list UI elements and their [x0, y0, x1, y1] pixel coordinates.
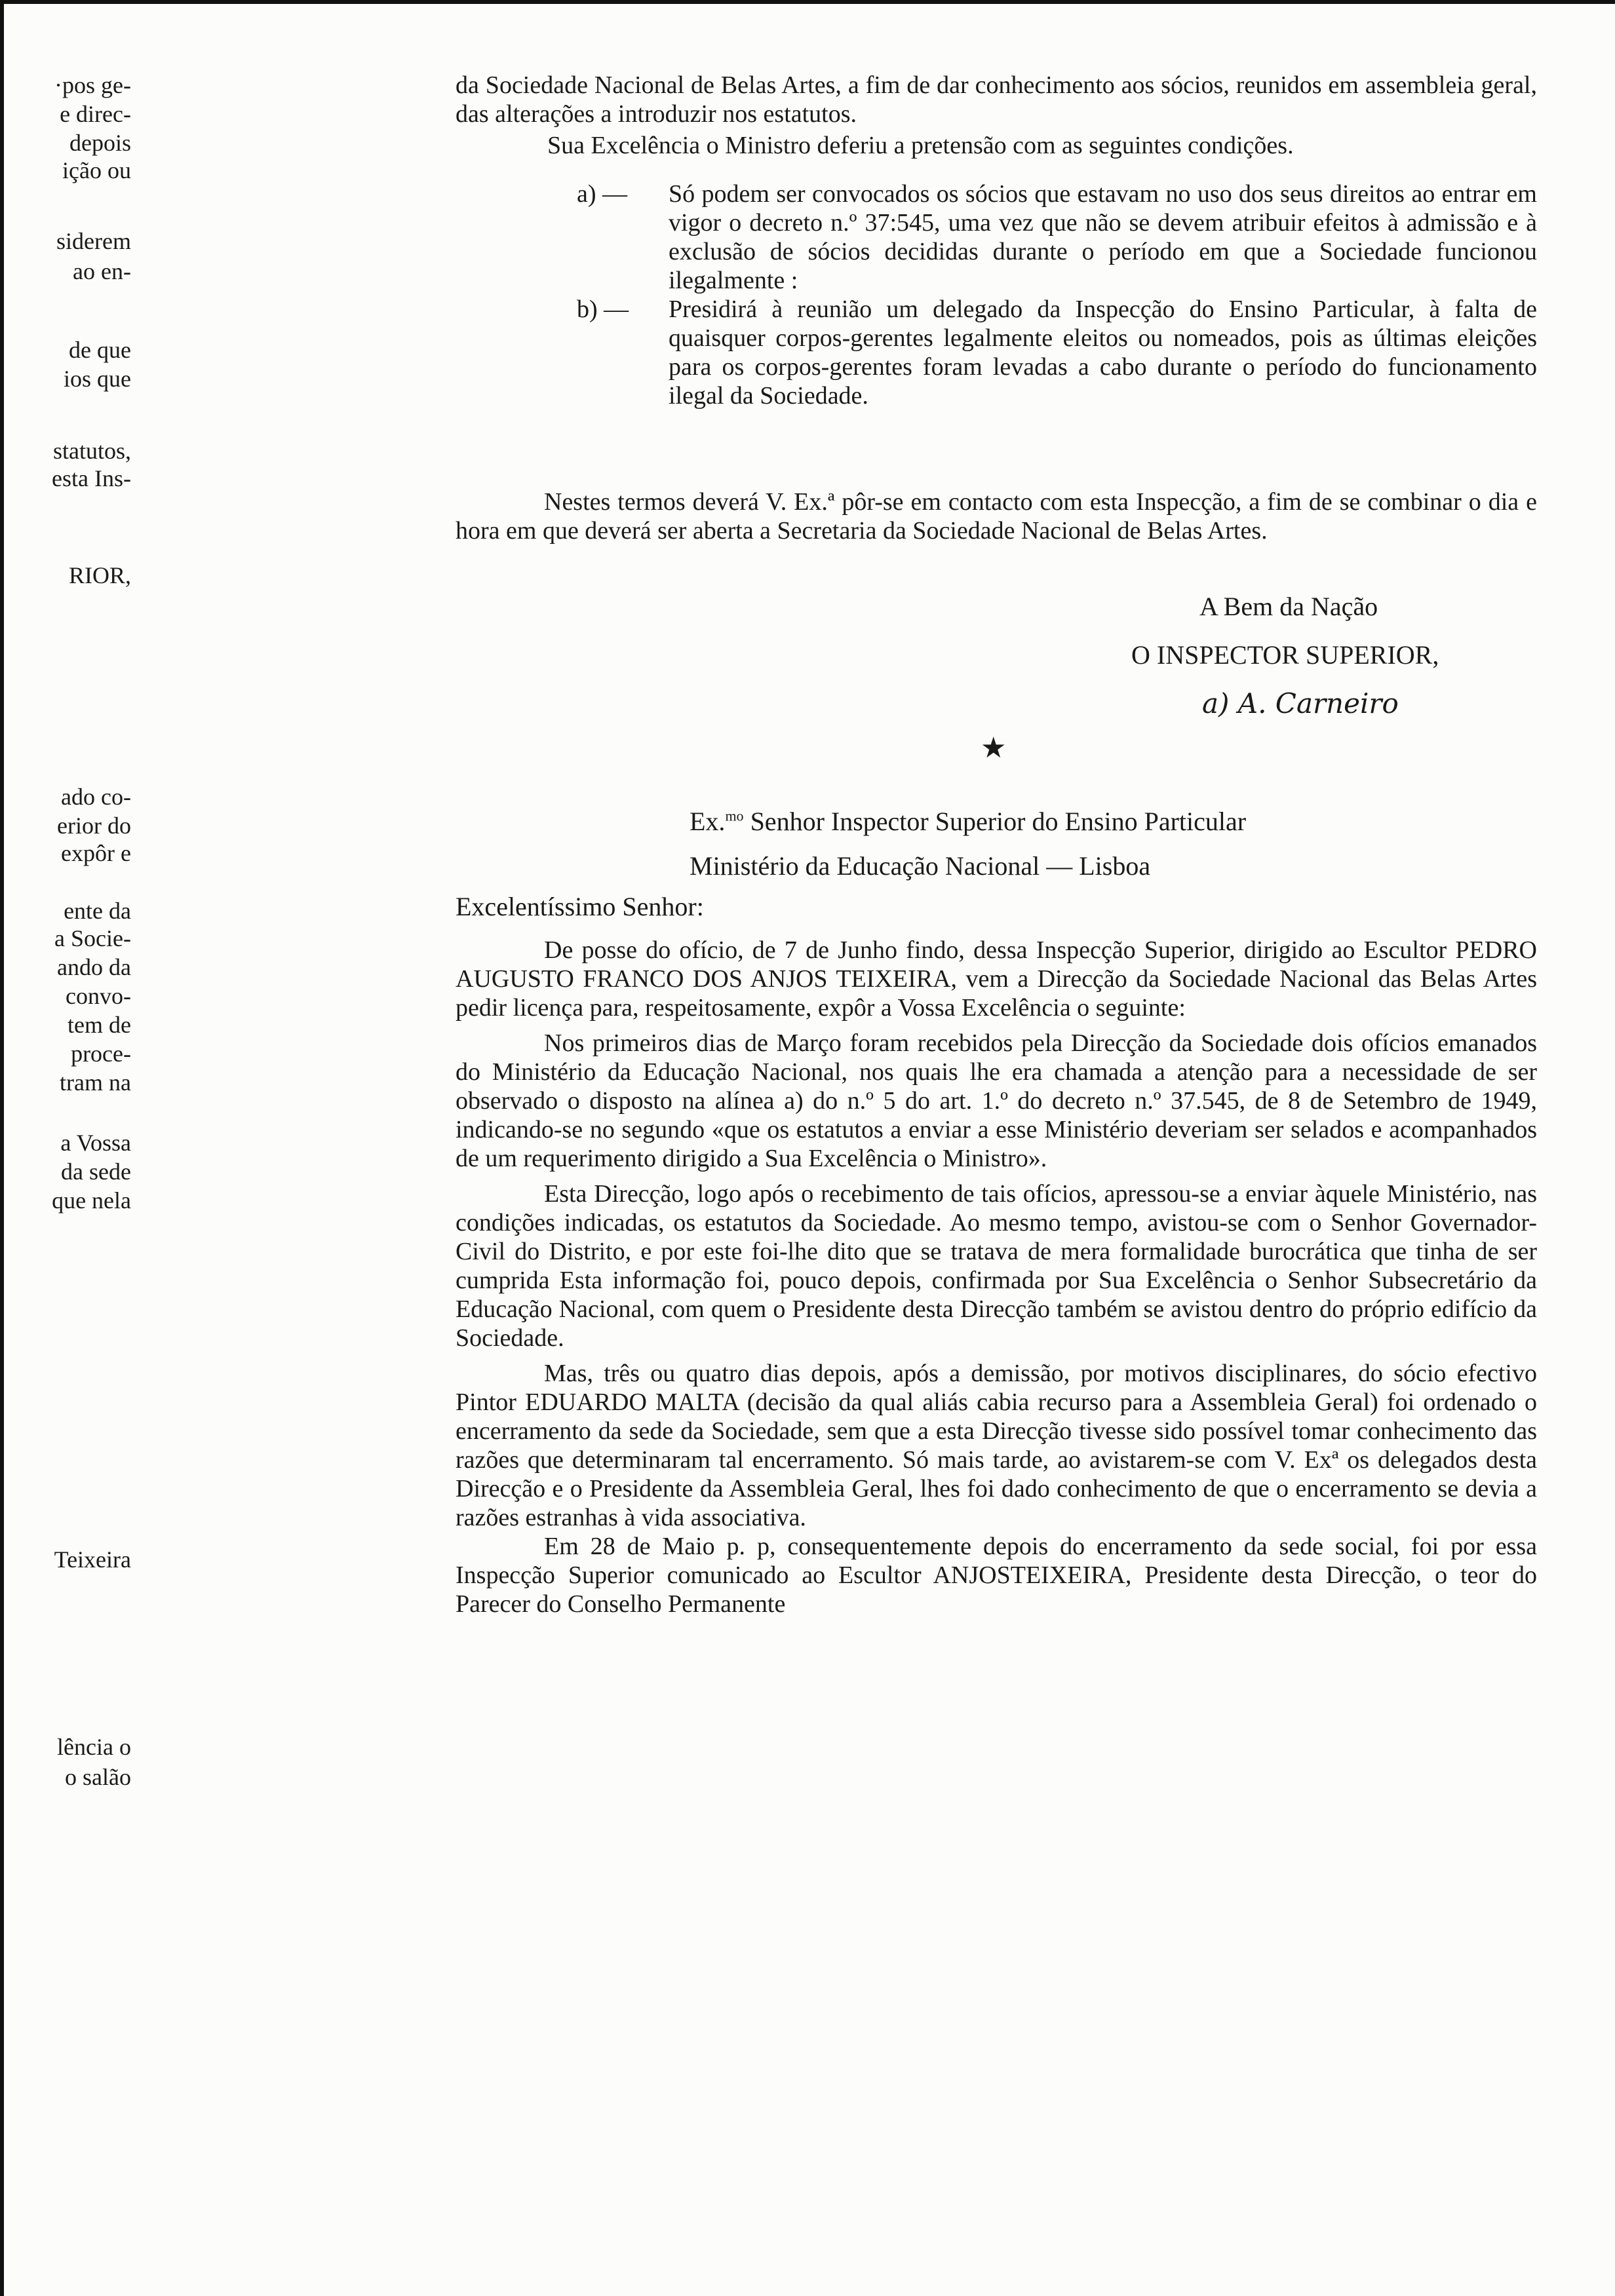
left-fragment: da sede	[61, 1158, 131, 1185]
condition-item-a	[577, 180, 1537, 295]
condition-label: b) —	[577, 296, 629, 323]
letter2-paragraph: Em 28 de Maio p. p, consequentemente depois do encerramento da sede social, foi por essa Inspecção Superior comunicado ao Escultor ANJOSTEIXEIRA, Presidente desta Direcção, o teor do Parecer do Conselho Permanente	[456, 1533, 1537, 1618]
left-fragment: expôr e	[61, 840, 131, 866]
letter1-closing-text: Nestes termos deverá V. Ex.ª pôr-se em contacto com esta Inspecção, a fim de se combinar o dia e hora em que deverá ser aberta a Secretaria da Sociedade Nacional de Belas Artes.	[456, 488, 1537, 545]
left-fragment: a Socie-	[54, 925, 131, 951]
star-separator-icon: ★	[981, 732, 1007, 764]
condition-text: Presidirá à reunião um delegado da Inspecção do Ensino Particular, à falta de quaisquer corpos-gerentes legalmente eleitos ou nomeados, pois as últimas eleições para os corpos-gerentes foram levadas a cabo durante o período do funcionamento ilegal da Sociedade.	[669, 296, 1537, 410]
left-fragment: ente da	[64, 898, 131, 924]
left-fragment: e direc-	[60, 101, 131, 127]
left-fragment: depois	[69, 130, 131, 156]
letter1-signature: a) A. Carneiro	[1202, 687, 1399, 719]
letter2-greeting: Excelentíssimo Senhor:	[456, 892, 704, 921]
letter1-decision: Sua Excelência o Ministro deferiu a pretensão com as seguintes condições.	[547, 132, 1294, 159]
left-fragment: ao en-	[73, 258, 131, 284]
left-fragment: lência o	[57, 1734, 131, 1760]
left-fragment: ado co-	[61, 784, 131, 810]
page-left-edge	[0, 0, 4, 2296]
left-fragment: de que	[69, 337, 131, 363]
condition-text: Só podem ser convocados os sócios que estavam no uso dos seus direitos ao entrar em vigor o decreto n.º 37:545, uma vez que não se devem atribuir efeitos à admissão e à exclusão de sócios decididas durante o período em que a Sociedade funcionou ilegalmente :	[669, 180, 1537, 294]
left-fragment: que nela	[52, 1187, 131, 1214]
letter2-body	[456, 936, 1537, 1618]
left-fragment: tram na	[60, 1069, 131, 1096]
addressee-superscript: mo	[725, 807, 744, 824]
addressee-prefix: Ex.	[690, 807, 726, 836]
letter2-addressee-line2: Ministério da Educação Nacional — Lisboa	[690, 851, 1151, 881]
letter1-conditions	[577, 180, 1537, 410]
letter1-intro	[456, 71, 1537, 160]
left-fragment: ando da	[57, 954, 131, 980]
letter2-paragraph: De posse do ofício, de 7 de Junho findo, dessa Inspecção Superior, dirigido ao Escultor PEDRO AUGUSTO FRANCO DOS ANJOS TEIXEIRA, vem a Direcção da Sociedade Nacional das Belas Artes pedir licença para, respeitosamente, expôr a Vossa Excelência o seguinte:	[456, 936, 1537, 1022]
letter1-salutation: A Bem da Nação	[1199, 592, 1378, 621]
left-fragment: proce-	[71, 1041, 131, 1067]
left-fragment: tem de	[68, 1012, 131, 1038]
letter1-closing	[456, 488, 1537, 545]
letter2-paragraph: Nos primeiros dias de Março foram recebidos pela Direcção da Sociedade dois ofícios emanados do Ministério da Educação Nacional, nos quais lhe era chamada a atenção para a necessidade de ser observado o disposto na alínea a) do n.º 5 do art. 1.º do decreto n.º 37.545, de 8 de Setembro de 1949, indicando-se no segundo «que os estatutos a enviar a esse Ministério deveriam ser selados e acompanhados de um requerimento dirigido a Sua Excelência o Ministro».	[456, 1029, 1537, 1172]
left-fragment: ição ou	[62, 157, 131, 183]
left-fragment: a Vossa	[60, 1130, 131, 1156]
page-top-edge	[0, 0, 1615, 4]
letter2-paragraph: Esta Direcção, logo após o recebimento de tais ofícios, apressou-se a enviar àquele Ministério, nas condições indicadas, os estatutos da Sociedade. Ao mesmo tempo, avistou-se com o Senhor Governador-Civil do Distrito, e por este foi-lhe dito que se tratava de mera formalidade burocrática que tinha de ser cumprida Esta informação foi, pouco depois, confirmada por Sua Excelência o Senhor Subsecretário da Educação Nacional, com quem o Presidente desta Direcção também se avistou dentro do próprio edifício da Sociedade.	[456, 1180, 1537, 1352]
left-fragment: statutos,	[52, 438, 131, 464]
left-fragment: erior do	[57, 813, 131, 839]
addressee-rest: Senhor Inspector Superior do Ensino Particular	[743, 807, 1247, 836]
left-fragment: esta Ins-	[52, 465, 131, 491]
letter2-paragraph: Mas, três ou quatro dias depois, após a demissão, por motivos disciplinares, do sócio efectivo Pintor EDUARDO MALTA (decisão da qual aliás cabia recurso para a Assembleia Geral) foi ordenado o encerramento da sede da Sociedade, sem que a esta Direcção tivesse sido possível tomar conhecimento das razões que determinaram tal encerramento. Só mais tarde, ao avistarem-se com V. Exª os delegados desta Direcção e o Presidente da Assembleia Geral, lhes foi dado conhecimento de que o encerramento se devia a razões estranhas à vida associativa.	[456, 1360, 1537, 1531]
left-fragment: Teixeira	[54, 1546, 131, 1573]
left-fragment: ·pos ge-	[54, 72, 131, 98]
left-fragment: RIOR,	[68, 562, 131, 588]
letter1-signer-title: O INSPECTOR SUPERIOR,	[1131, 640, 1439, 670]
left-fragment: siderem	[56, 228, 131, 254]
left-fragment: ios que	[64, 366, 131, 392]
condition-label: a) —	[577, 180, 628, 208]
letter1-intro-text: da Sociedade Nacional de Belas Artes, a fim de dar conhecimento aos sócios, reunidos em assembleia geral, das alterações a introduzir nos estatutos.	[456, 71, 1537, 128]
left-fragment: convo-	[66, 983, 131, 1009]
letter2-addressee-line1	[690, 806, 1246, 837]
left-fragment: o salão	[65, 1764, 131, 1790]
condition-item-b	[577, 295, 1537, 410]
